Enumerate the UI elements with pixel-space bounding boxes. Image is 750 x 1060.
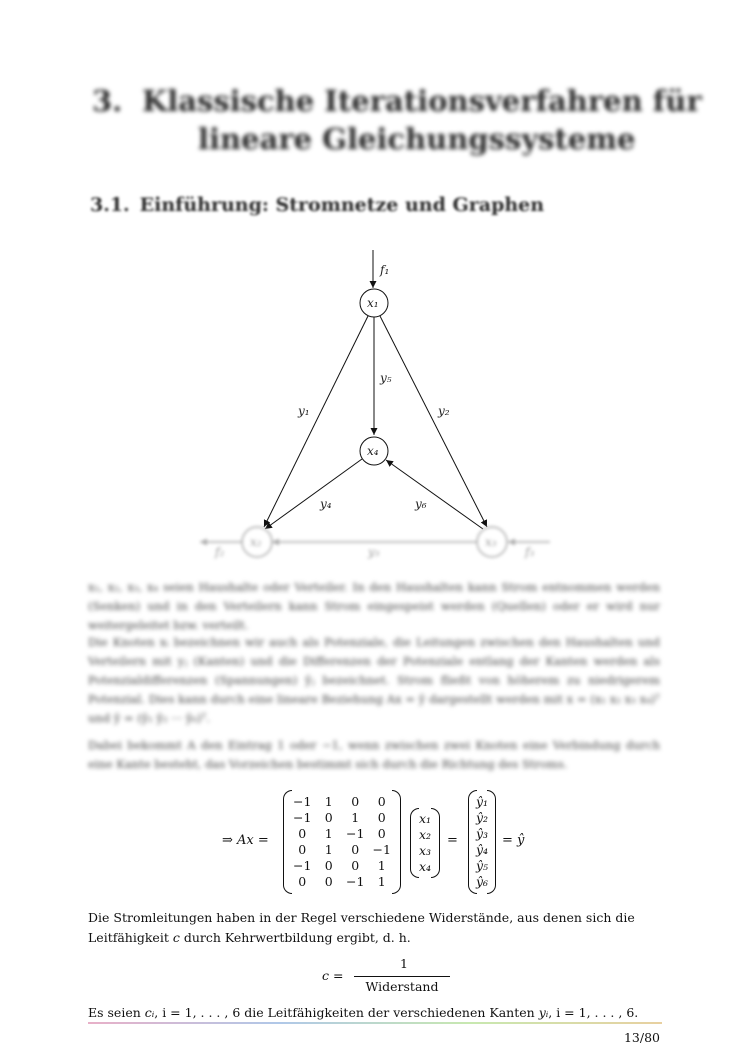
matrix-A-right-paren (392, 790, 401, 894)
text-line-1: Die Stromleitungen haben in der Regel verschiedene Widerstände, aus denen sich die (88, 910, 635, 925)
vector-y-right-paren (487, 790, 496, 894)
edge-y2 (380, 316, 487, 527)
equation-rhs: = ŷ (502, 833, 525, 848)
node-x4-label: x₄ (367, 444, 379, 458)
implies-symbol: ⇒ (222, 833, 233, 848)
formula-lhs: c = (322, 968, 344, 983)
vector-y-hat: ŷ₁ ŷ₂ ŷ₃ ŷ₄ ŷ₅ ŷ₆ (468, 790, 496, 894)
fraction-bar (354, 976, 450, 977)
paragraph-matrix-entries: Dabei bekommt A den Eintrag 1 oder −1, wenn zwischen zwei Knoten eine Verbindung durch eine Kante besteht, das Vorzeichen bestimmt sich durch die Richtung des Stroms. (88, 738, 660, 771)
label-y4: y₄ (320, 497, 332, 511)
equation-lhs (222, 833, 269, 848)
footer-rule (88, 1022, 662, 1024)
label-f2: f₂ (215, 545, 225, 559)
label-y1: y₁ (298, 404, 310, 418)
label-y3: y₃ (368, 545, 380, 559)
node-x1-label: x₁ (367, 296, 379, 310)
blurred-bottom-edges (200, 527, 550, 559)
label-y5: y₅ (380, 371, 392, 385)
paragraph-conductances-list: Es seien cᵢ, i = 1, . . . , 6 die Leitfähigkeiten der verschiedenen Kanten yᵢ, i = 1, . . . , 6. (88, 1005, 639, 1020)
label-f1: f₁ (380, 263, 390, 277)
vector-x: x₁ x₂ x₃ x₄ (410, 808, 440, 878)
edge-y4 (265, 459, 362, 529)
conductance-formula (322, 956, 439, 996)
formula-numerator: 1 (400, 956, 408, 971)
matrix-A: −1 1 0 0 −1 0 1 0 0 1 −1 0 0 1 0 −1 −1 0 0 1 0 0 −1 1 (283, 790, 401, 894)
section-title: Einführung: Stromnetze und Graphen (139, 194, 545, 216)
label-y2: y₂ (438, 404, 450, 418)
edge-y1 (264, 316, 368, 527)
node-x2-label: x₂ (250, 535, 262, 549)
paragraph-edges: Die Knoten xᵢ bezeichnen wir auch als Potenziale, die Leitungen zwischen den Haushalten und Verteilern mit yⱼ (Kanten) und die Differenzen der Potenziale entlang der Kanten werden als Potenzialdifferenzen (Spannungen) ŷⱼ bezeichnet. Strom fließt von höherem zu niedrigerem Potenzial. Dies kann durch eine lineare Beziehung Ax = ŷ dargestellt werden mit x = (x₁ x₂ x₃ x₄)ᵀ und ŷ = (ŷ₁ ŷ₂ ··· ŷ₆)ᵀ. (88, 635, 660, 725)
edge-y6 (386, 460, 483, 529)
paragraph-nodes: x₁, x₂, x₃, x₄ seien Haushalte oder Verteiler. In den Haushalten kann Strom entnommen werden (Senken) und in den Verteilern kann Strom eingespeist werden (Quellen) oder er wird nur weitergeleitet bzw. verteilt. (88, 580, 660, 632)
formula-denominator: Widerstand (365, 979, 439, 994)
paragraph-conductance (88, 908, 660, 948)
label-y6: y₆ (415, 497, 427, 511)
equals-sign: = (447, 833, 458, 848)
chapter-title-line-1: Klassische Iterationsverfahren für (142, 84, 702, 118)
chapter-number: 3. (92, 84, 123, 118)
node-x3-label: x₃ (485, 535, 497, 549)
vector-x-right-paren (431, 808, 440, 878)
equation-ax: Ax = (237, 833, 269, 848)
label-f3: f₃ (525, 545, 535, 559)
chapter-title-line-2: lineare Gleichungssysteme (198, 122, 636, 156)
text-line-2: Leitfähigkeit c durch Kehrwertbildung ergibt, d. h. (88, 930, 411, 945)
page-number: 13/80 (623, 1030, 660, 1045)
section-number: 3.1. (90, 194, 130, 216)
